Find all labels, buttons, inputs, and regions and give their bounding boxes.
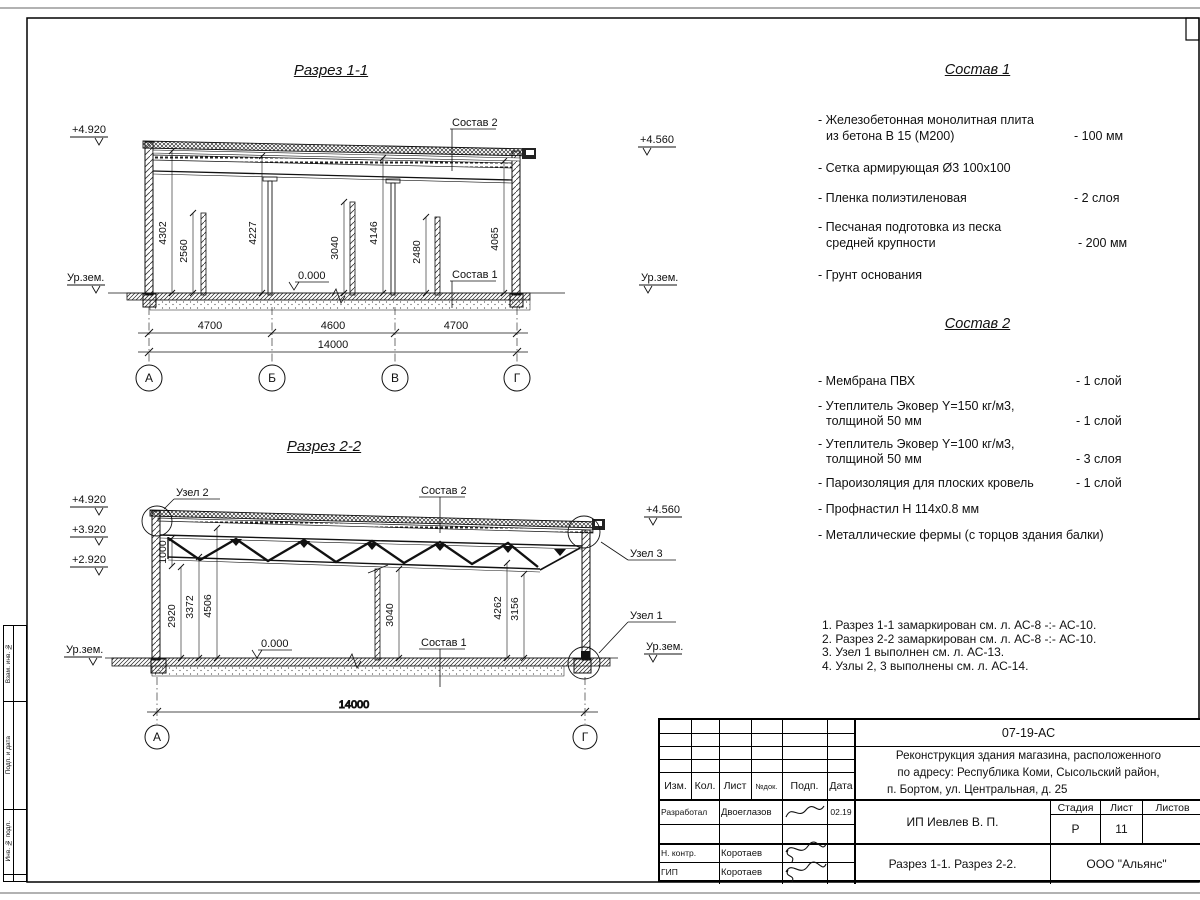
grid-bubble-label: А	[152, 730, 162, 744]
dim-label: 3156	[509, 597, 521, 621]
signature	[782, 838, 828, 882]
elevation-label: Ур.зем.	[67, 272, 105, 284]
tb-sheet-label: Лист	[1110, 801, 1133, 814]
comp2-line: толщиной 50 мм	[826, 414, 922, 428]
steel-truss	[160, 535, 582, 572]
grid-bubble-label: В	[390, 371, 400, 385]
comp1-value: - 100 мм	[1074, 129, 1124, 143]
node-leader-label: Узел 3	[630, 548, 663, 560]
comp1-line: - Песчаная подготовка из песка	[818, 220, 1002, 234]
comp-leader-label: Состав 1	[421, 637, 467, 649]
tb-col-podp: Подп.	[790, 780, 819, 792]
comp2-line: толщиной 50 мм	[826, 452, 922, 466]
comp-leader-label: Состав 2	[421, 485, 467, 497]
tb-name: Коротаев	[721, 847, 763, 859]
strip-cell-label: Инв. № подл.	[5, 821, 12, 862]
note-line: 3. Узел 1 выполнен см. л. АС-13.	[822, 645, 1005, 659]
elevation-label: Ур.зем.	[66, 644, 104, 656]
comp2-value: - 1 слой	[1076, 374, 1122, 388]
comp1-line: из бетона В 15 (М200)	[826, 129, 955, 143]
comp2-line: - Металлические фермы (с торцов здания балки)	[818, 528, 1104, 542]
dim-label: 4065	[489, 227, 501, 251]
comp1-line: - Железобетонная монолитная плита	[818, 113, 1034, 127]
tb-col-izm: Изм.	[664, 780, 687, 792]
dim-label: 3040	[384, 603, 396, 627]
tb-project-line: по адресу: Республика Коми, Сысольский район,	[897, 766, 1160, 779]
node-leader-label: Узел 2	[176, 487, 209, 499]
comp1-value: - 2 слоя	[1074, 191, 1120, 205]
tb-name: Коротаев	[721, 866, 763, 878]
note-line: 4. Узлы 2, 3 выполнены см. л. АС-14.	[822, 659, 1029, 673]
comp2-line: - Утеплитель Эковер Y=100 кг/м3,	[818, 437, 1015, 451]
signature	[784, 802, 826, 822]
note-line: 2. Разрез 2-2 замаркирован см. л. АС-8 -:- АС-10.	[822, 632, 1097, 646]
tb-sheets-label: Листов	[1155, 801, 1190, 814]
section-1-1-title: Разрез 1-1	[293, 62, 369, 79]
elevation-label: +4.920	[72, 124, 106, 136]
elevation-label: +3.920	[72, 524, 106, 536]
dim-label: 14000	[317, 339, 349, 351]
dim-label: 2560	[178, 239, 190, 263]
elevation-label: +4.560	[646, 504, 680, 516]
tb-client: ИП Иевлев В. П.	[906, 815, 999, 829]
dim-label: 3040	[329, 236, 341, 260]
grid-bubble-label: Г	[581, 730, 589, 744]
elevation-label: Ур.зем.	[646, 641, 684, 653]
tb-role: Н. контр.	[661, 848, 697, 858]
dim-label: 3372	[184, 595, 196, 619]
grid-bubble-label: Б	[268, 371, 276, 385]
grid-bubble-label: Г	[513, 371, 521, 385]
strip-cell	[4, 809, 13, 874]
section-1-1-drawing	[108, 141, 565, 310]
tb-role: ГИП	[661, 867, 678, 877]
section-2-2-drawing	[105, 506, 618, 679]
tb-stage-value: Р	[1071, 822, 1080, 836]
zero-level-label: 0.000	[298, 270, 326, 282]
tb-sheets-value	[1143, 815, 1200, 843]
comp1-value: - 200 мм	[1078, 236, 1128, 250]
tb-project-line: п. Бортом, ул. Центральная, д. 25	[887, 783, 1068, 796]
comp2-value: - 1 слой	[1076, 476, 1122, 490]
comp2-title: Состав 2	[944, 316, 1011, 332]
zero-level-label: 0.000	[261, 638, 289, 650]
strip-cell	[4, 626, 13, 701]
note-line: 1. Разрез 1-1 замаркирован см. л. АС-8 -:- АС-10.	[822, 618, 1097, 632]
elevation-label: Ур.зем.	[641, 272, 679, 284]
comp2-line: - Мембрана ПВХ	[818, 374, 916, 388]
dim-label: 4302	[157, 221, 169, 245]
tb-sheet-value: 11	[1115, 822, 1128, 836]
frame-attribute-strip	[3, 625, 27, 882]
dim-label: 4262	[492, 596, 504, 620]
comp2-line: - Утеплитель Эковер Y=150 кг/м3,	[818, 399, 1015, 413]
tb-project-line: Реконструкция здания магазина, расположенного	[895, 749, 1162, 762]
dim-label: 2480	[411, 240, 423, 264]
tb-company: ООО "Альянс"	[1086, 857, 1167, 871]
dim-label: 1000	[157, 540, 169, 564]
dim-label: 4700	[197, 320, 223, 332]
comp2-value: - 3 слоя	[1076, 452, 1122, 466]
elevation-label: +4.920	[72, 494, 106, 506]
node-leader-label: Узел 1	[630, 610, 663, 622]
dim-label: 4227	[247, 221, 259, 245]
elevation-label: +4.560	[640, 134, 674, 146]
dim-label: 4600	[320, 320, 346, 332]
comp1-line: - Сетка армирующая Ø3 100х100	[818, 161, 1011, 175]
tb-doc-number: 07-19-АС	[1001, 726, 1056, 740]
tb-col-ndok: №док.	[755, 781, 778, 791]
strip-cell-label: Взам. инв. №	[5, 643, 12, 684]
strip-cell	[4, 701, 13, 809]
comp-leader-label: Состав 1	[452, 269, 498, 281]
dim-label: 2920	[166, 604, 178, 628]
comp-leader-label: Состав 2	[452, 117, 498, 129]
tb-col-data: Дата	[829, 780, 853, 792]
strip-cell-label: Подп. и дата	[5, 735, 12, 775]
section-2-2-title: Разрез 2-2	[286, 438, 362, 455]
tb-name: Двоеглазов	[721, 806, 772, 818]
dim-label: 4700	[443, 320, 469, 332]
comp2-line: - Профнастил Н 114х0.8 мм	[818, 502, 980, 516]
dim-label: 4146	[368, 221, 380, 245]
comp1-line: - Грунт основания	[818, 268, 923, 282]
tb-role: Разработал	[661, 807, 708, 817]
dim-label: 14000	[338, 699, 370, 711]
comp1-title: Состав 1	[944, 62, 1011, 78]
tb-sheet-title: Разрез 1-1. Разрез 2-2.	[888, 857, 1017, 871]
grid-bubble-label: А	[144, 371, 154, 385]
title-block	[658, 718, 1200, 882]
tb-stage-label: Стадия	[1057, 801, 1094, 814]
elevation-label: +2.920	[72, 554, 106, 566]
tb-project-description	[855, 747, 1200, 799]
comp2-line: - Пароизоляция для плоских кровель	[818, 476, 1034, 490]
tb-col-list: Лист	[723, 780, 747, 792]
comp1-line: средней крупности	[826, 236, 936, 250]
tb-date: 02.19	[830, 807, 852, 817]
comp1-line: - Пленка полиэтиленовая	[818, 191, 967, 205]
dim-label: 4506	[202, 594, 214, 618]
tb-col-kol: Кол.	[694, 780, 716, 792]
comp2-value: - 1 слой	[1076, 414, 1122, 428]
